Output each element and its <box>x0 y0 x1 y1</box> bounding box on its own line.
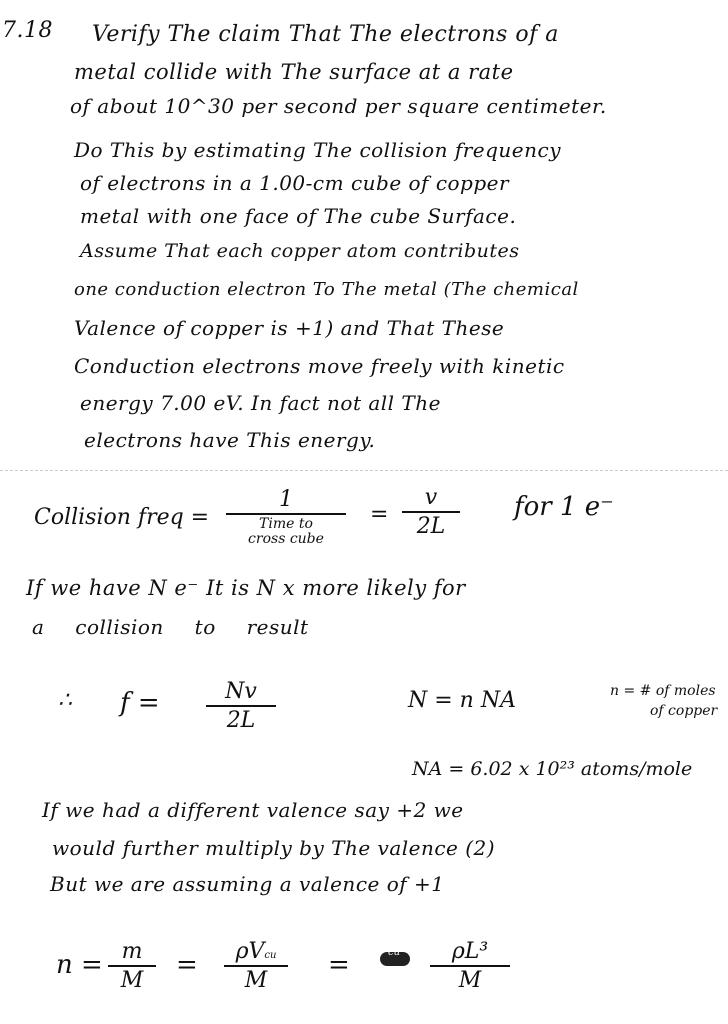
therefore-symbol: ∴ <box>58 688 72 713</box>
rho-subscript: cu <box>264 950 277 961</box>
fraction-denominator: M <box>244 968 268 994</box>
collision-freq-label: Collision freq = <box>34 505 210 530</box>
fraction-rhoV-over-M <box>224 940 288 992</box>
n-equals: n = <box>56 950 103 980</box>
fraction-denominator: 2L <box>226 708 256 734</box>
fraction-numerator: 1 <box>279 487 293 512</box>
problem-line-3: of about 10^30 per second per square centimeter. <box>70 94 607 118</box>
fraction-denominator: 2L <box>416 514 446 540</box>
rho-v: ρV <box>235 939 265 964</box>
problem-line-7: Assume That each copper atom contributes <box>80 240 520 262</box>
fraction-bar <box>226 513 346 515</box>
fraction-denominator: M <box>120 968 144 994</box>
if-line-1: If we have N e⁻ It is N x more likely for <box>26 576 466 600</box>
problem-line-10: Conduction electrons move freely with kinetic <box>74 354 565 378</box>
fraction-one-over-time <box>226 488 346 546</box>
fraction-bar <box>402 511 460 513</box>
fraction-bar <box>430 965 510 967</box>
scribble-note: cu <box>388 947 401 958</box>
valence-line-3: But we are assuming a valence of +1 <box>50 872 445 896</box>
fraction-numerator: m <box>121 939 143 964</box>
problem-line-1: Verify The claim That The electrons of a <box>92 22 559 47</box>
N-equation: N = n NA <box>408 688 516 713</box>
NA-equation: NA = 6.02 x 10²³ atoms/mole <box>412 758 693 780</box>
problem-line-5: of electrons in a 1.00-cm cube of copper <box>80 171 510 195</box>
problem-line-11: energy 7.00 eV. In fact not all The <box>80 391 441 415</box>
fraction-denominator-line1: Time to <box>259 516 313 533</box>
fraction-denominator-line2: cross cube <box>248 530 324 547</box>
fraction-bar <box>206 705 276 707</box>
if-line-2: a collision to result <box>32 615 309 639</box>
fraction-Nv-over-2L <box>206 680 276 732</box>
valence-line-1: If we had a different valence say +2 we <box>42 798 464 822</box>
equals-sign-3: = <box>328 950 350 980</box>
equals-sign: = <box>370 502 389 527</box>
problem-line-9: Valence of copper is +1) and That These <box>74 316 505 340</box>
fraction-numerator <box>224 940 288 963</box>
problem-line-8: one conduction electron To The metal (The chemical <box>74 279 579 300</box>
fraction-v-over-2L <box>402 486 460 538</box>
n-note-line-1: n = # of moles <box>610 683 716 699</box>
page-rule <box>0 470 728 471</box>
problem-line-12: electrons have This energy. <box>84 428 376 452</box>
problem-number: 7.18 <box>2 18 53 43</box>
equals-sign-2: = <box>176 950 198 980</box>
fraction-bar <box>108 965 156 967</box>
problem-line-2: metal collide with The surface at a rate <box>74 60 514 84</box>
fraction-numerator: v <box>424 485 438 510</box>
n-note-line-2: of copper <box>650 703 718 719</box>
problem-line-6: metal with one face of The cube Surface. <box>80 204 517 228</box>
valence-line-2: would further multiply by The valence (2) <box>52 836 496 860</box>
fraction-denominator: M <box>458 968 482 994</box>
for-one-electron: for 1 e⁻ <box>514 492 614 522</box>
fraction-bar <box>224 965 288 967</box>
problem-line-4: Do This by estimating The collision frequency <box>74 138 562 162</box>
fraction-numerator: ρL³ <box>451 939 489 964</box>
f-label: f = <box>120 688 160 718</box>
fraction-m-over-M <box>108 940 156 992</box>
fraction-rhoL3-over-M <box>430 940 510 992</box>
fraction-numerator: Nv <box>225 679 257 704</box>
